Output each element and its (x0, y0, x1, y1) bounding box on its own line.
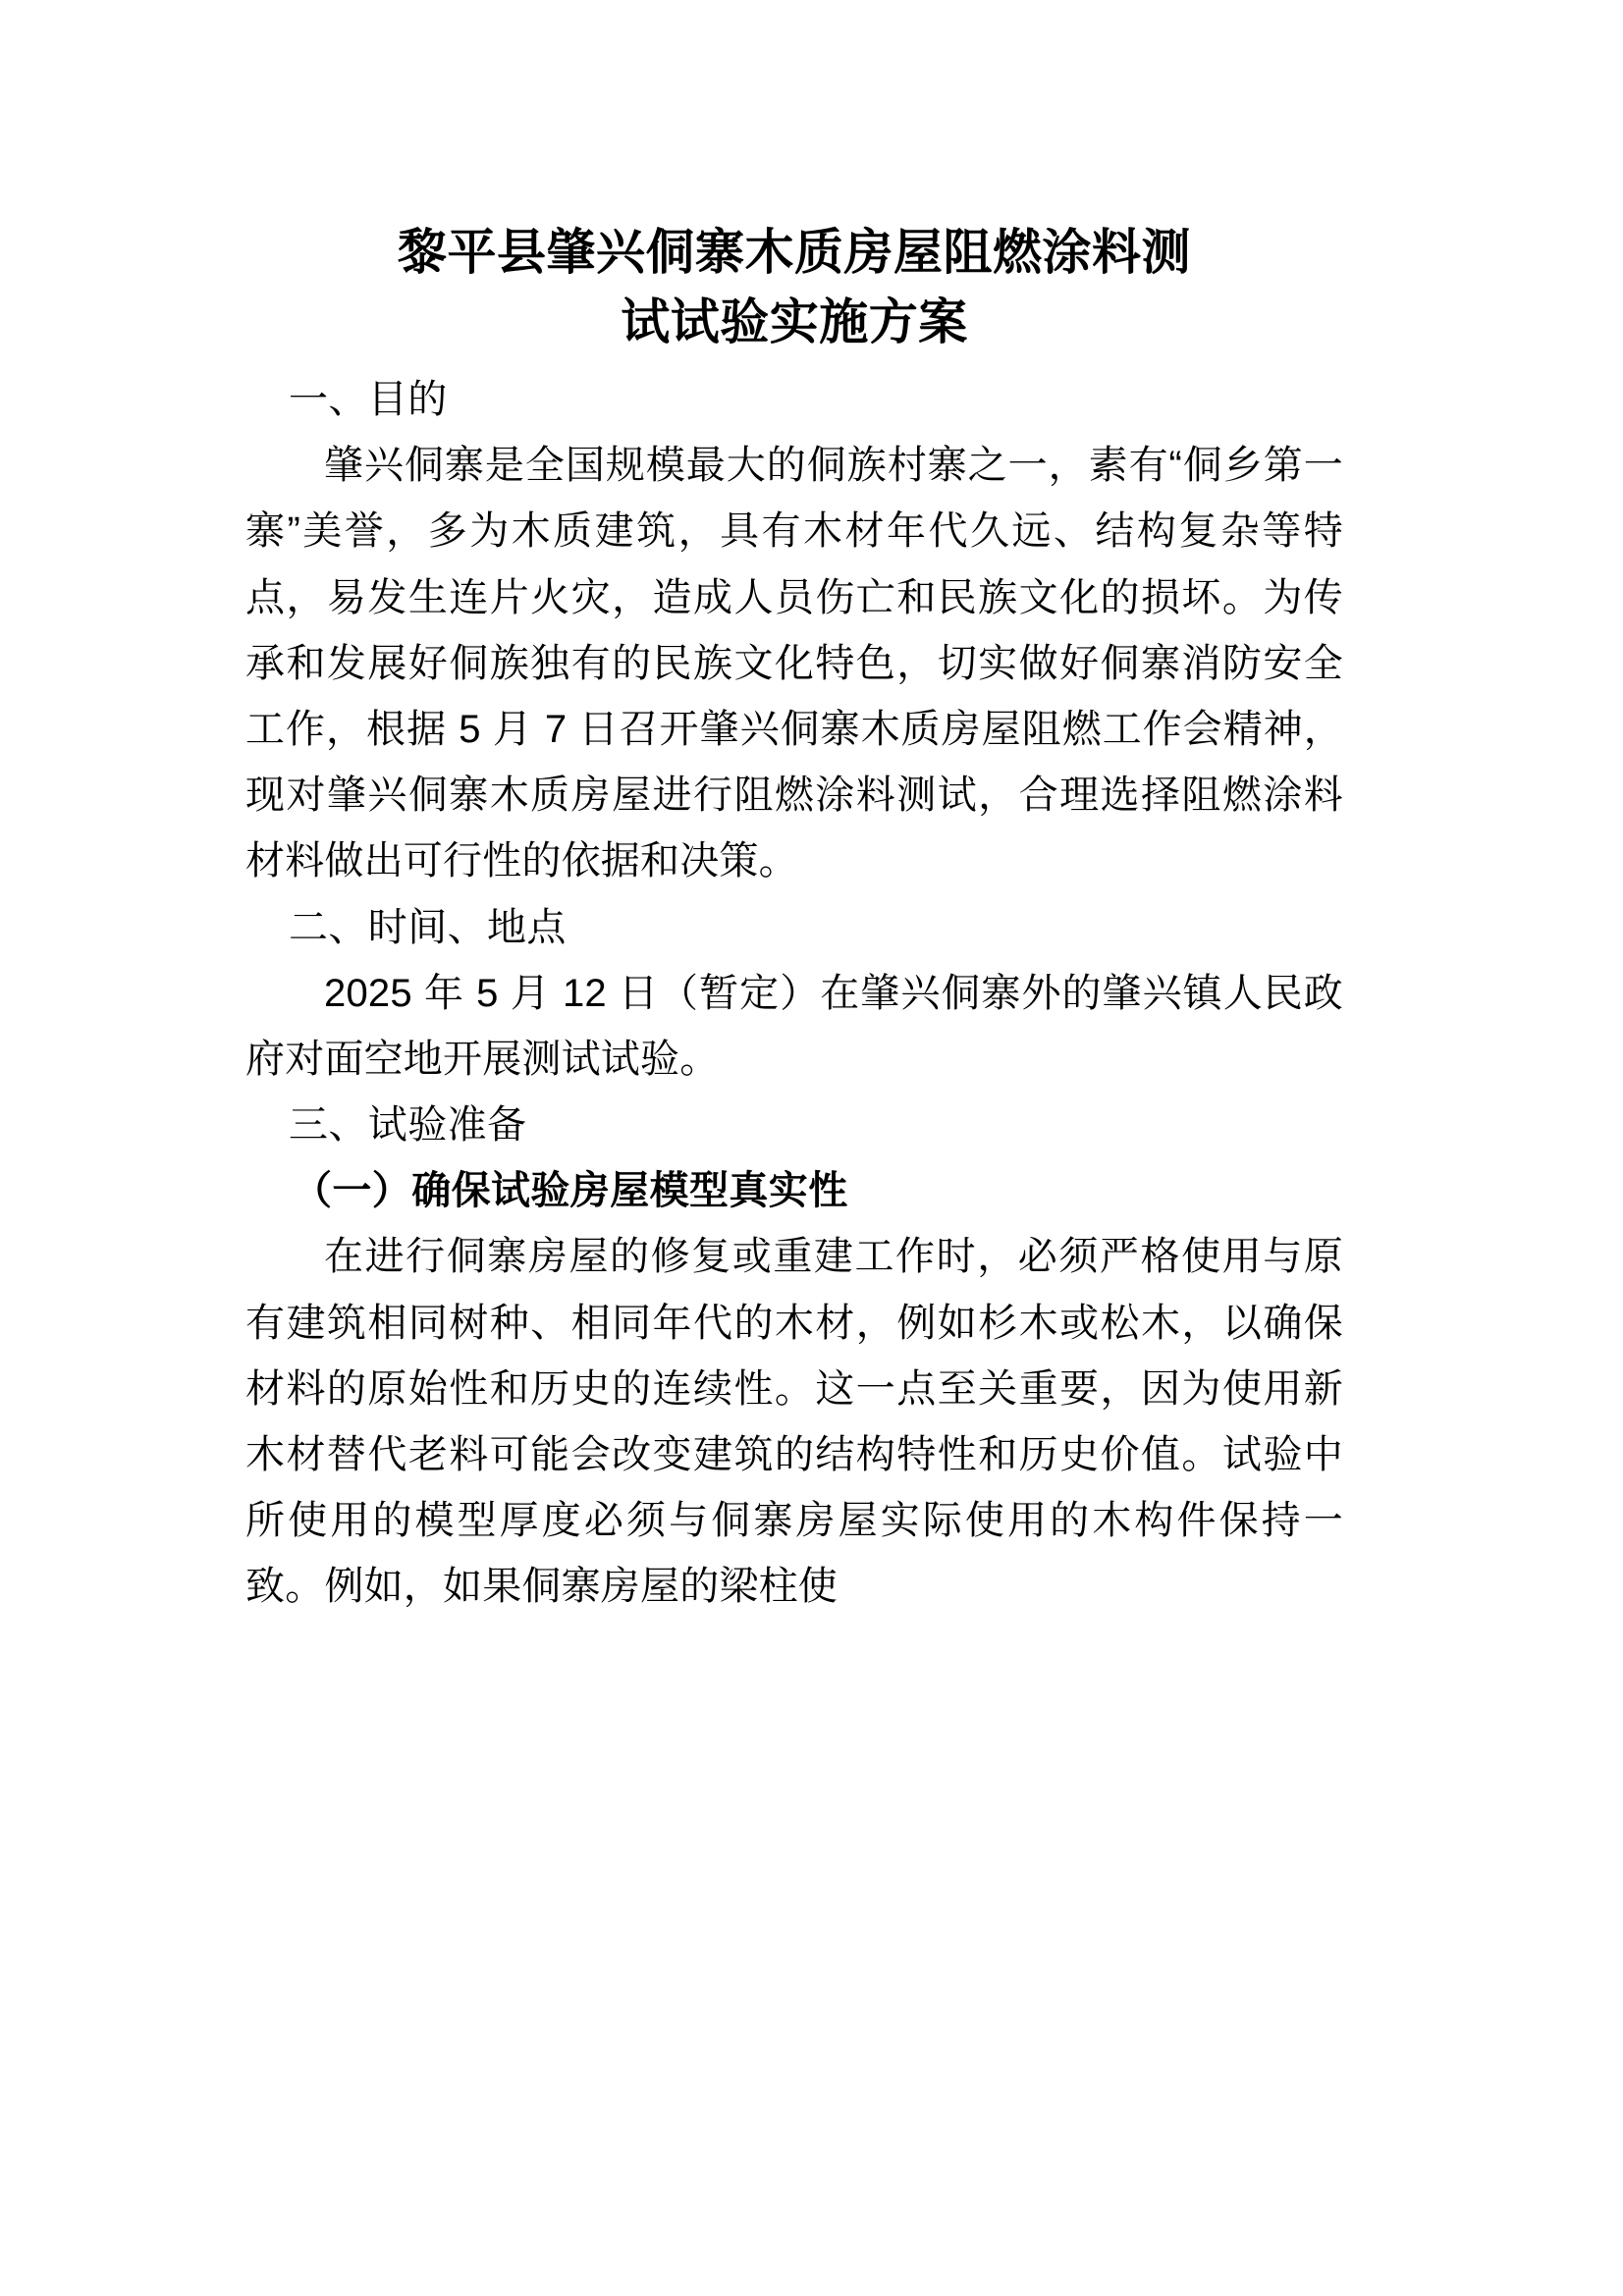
paragraph-model-authenticity: 在进行侗寨房屋的修复或重建工作时，必须严格使用与原有建筑相同树种、相同年代的木材，例如杉木或松木，以确保材料的原始性和历史的连续性。这一点至关重要，因为使用新木材替代老料可能会改变建筑的结构特性和历史价值。试验中所使用的模型厚度必须与侗寨房屋实际使用的木构件保持一致。例如，如果侗寨房屋的梁柱使 (245, 1235, 1343, 1609)
section-heading-purpose: 一、目的 (289, 378, 448, 421)
paragraph-time-place: 2025 年 5 月 12 日（暂定）在肇兴侗寨外的肇兴镇人民政府对面空地开展测试试验。 (245, 971, 1343, 1081)
section-heading-time-place: 二、时间、地点 (289, 905, 567, 949)
page-title-line-1: 黎平县肇兴侗寨木质房屋阻燃涂料测 (398, 225, 1191, 280)
page-title (245, 218, 1343, 357)
page-title-line-2: 试试验实施方案 (621, 294, 968, 349)
sub-heading-model-authenticity: （一）确保试验房屋模型真实性 (293, 1169, 848, 1213)
paragraph-purpose: 肇兴侗寨是全国规模最大的侗族村寨之一，素有“侗乡第一寨”美誉，多为木质建筑，具有木材年代久远、结构复杂等特点，易发生连片火灾，造成人员伤亡和民族文化的损坏。为传承和发展好侗族独有的民族文化特色，切实做好侗寨消防安全工作，根据 5 月 7 日召开肇兴侗寨木质房屋阻燃工作会精神，现对肇兴侗寨木质房屋进行阻燃涂料测试，合理选择阻燃涂料材料做出可行性的依据和决策。 (245, 444, 1343, 883)
section-heading-test-preparation: 三、试验准备 (289, 1103, 527, 1148)
document-body (245, 218, 1343, 1621)
